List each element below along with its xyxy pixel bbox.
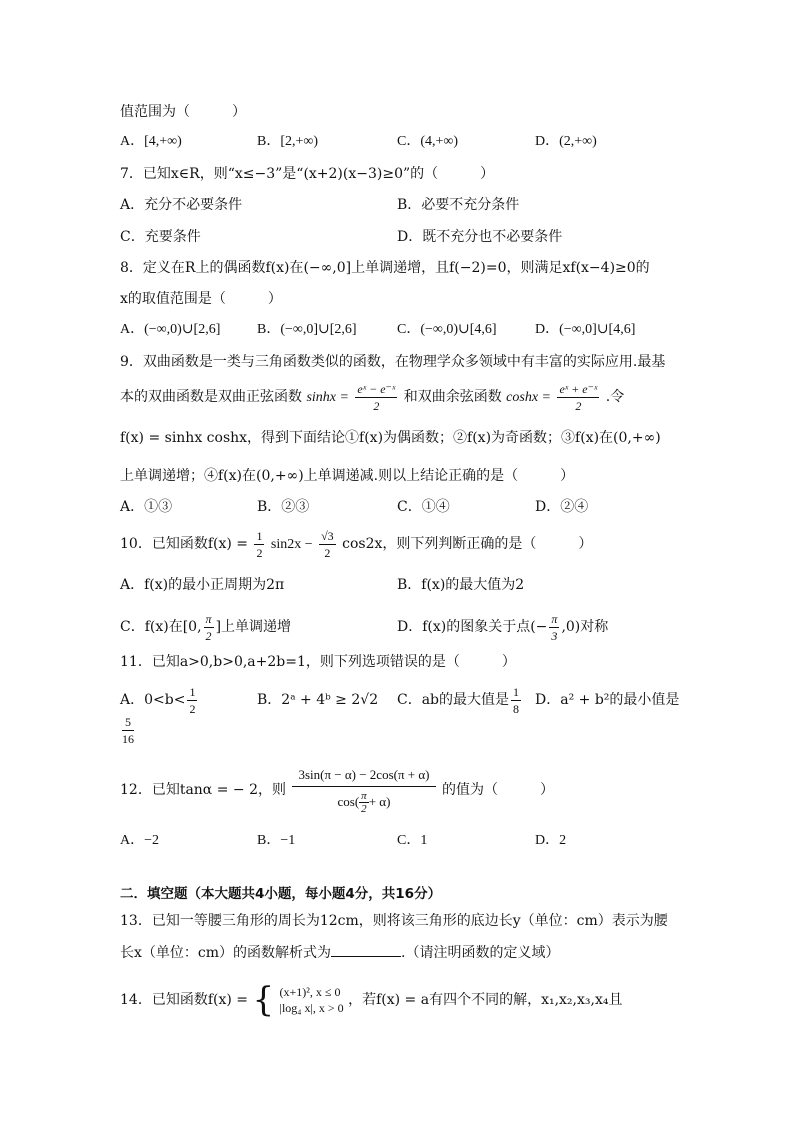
q9-stem-line3: f(x) = sinhx coshx，得到下面结论①f(x)为偶函数；②f(x)为奇函数；③f(x)在(0,+∞): [120, 430, 661, 446]
q8-option-d[interactable]: D．(−∞,0]∪[4,6]: [535, 322, 636, 337]
q10-frac-half: $\frac{1}{2}$: [256, 528, 263, 560]
q6-option-d[interactable]: D．(2,+∞): [535, 134, 597, 149]
q9-text-2: 和双曲余弦函数: [403, 389, 502, 405]
q11-option-a[interactable]: A．0<b< $\frac{1}{2}$: [120, 684, 196, 716]
q9-stem-line4: 上单调递增；④f(x)在(0,+∞)上单调递减.则以上结论正确的是（ ）: [120, 468, 575, 484]
q8-stem-line2: x的取值范围是（ ）: [120, 291, 282, 307]
q9-stem-line1: 9．双曲函数是一类与三角函数类似的函数，在物理学众多领域中有丰富的实际应用.最基: [120, 354, 666, 370]
q10-option-b[interactable]: B．f(x)的最大值为2: [397, 577, 525, 593]
q10-option-a[interactable]: A．f(x)的最小正周期为2π: [120, 577, 285, 593]
q12-big-fraction: 3sin(π − α) − 2cos(π + α) cos( $\frac{\pi}{2}$ + α): [292, 764, 435, 817]
q7-option-b[interactable]: B．必要不充分条件: [397, 197, 520, 213]
q9-text-3: .令: [605, 389, 625, 405]
q12-option-c[interactable]: C．1: [397, 833, 428, 848]
cosh-fraction: $\frac{\text{eˣ + e⁻ˣ}}{2}$: [559, 381, 598, 413]
q10-stem: 10．已知函数f(x) = $\frac{1}{2}$ sin2x − $\frac{√3}{2}$ cos2x，则下列判断正确的是（ ）: [120, 528, 593, 560]
q8-stem-line1: 8．定义在R上的偶函数f(x)在(−∞,0]上单调递增，且f(−2)=0，则满足xf(x−4)≥0的: [120, 260, 650, 276]
q11-option-d-value: $\frac{5}{16}$: [122, 715, 134, 746]
q6-option-b[interactable]: B．[2,+∞): [257, 134, 319, 149]
q10-option-c[interactable]: C．f(x)在[0, $\frac{\pi}{2}$ ]上单调递增: [120, 611, 292, 643]
q7-option-a[interactable]: A．充分不必要条件: [120, 197, 243, 213]
q9-option-a[interactable]: A．①③: [120, 499, 173, 515]
q8-option-c[interactable]: C．(−∞,0)∪[4,6]: [397, 322, 497, 337]
q6-option-a[interactable]: A．[4,+∞): [120, 134, 182, 149]
q9-text: 本的双曲函数是双曲正弦函数: [120, 389, 302, 405]
q9-stem-line2: [120, 380, 624, 415]
q6-tail: 值范围为（ ）: [120, 104, 246, 120]
q11-option-b[interactable]: B．2ᵃ + 4ᵇ ≥ 2√2: [257, 692, 379, 708]
q10-frac-root3: $\frac{√3}{2}$: [321, 528, 334, 560]
q9-option-d[interactable]: D．②④: [535, 499, 589, 515]
sinh-fraction: $\frac{\text{eˣ − e⁻ˣ}}{2}$: [357, 381, 396, 413]
q13-line2: 长x（单位：cm）的函数解析式为 .（请注明函数的定义域）: [120, 942, 559, 963]
q7-option-c[interactable]: C．充要条件: [120, 229, 201, 245]
q6-option-c[interactable]: C．(4,+∞): [397, 134, 459, 149]
q7-stem: 7．已知x∈R，则“x≤−3”是“(x+2)(x−3)≥0”的（ ）: [120, 166, 495, 182]
q10-option-d[interactable]: D．f(x)的图象关于点(− $\frac{\pi}{3}$ ,0)对称: [397, 611, 609, 643]
q11-stem: 11．已知a>0,b>0,a+2b=1，则下列选项错误的是（ ）: [120, 654, 516, 670]
q9-option-c[interactable]: C．①④: [397, 499, 450, 515]
section-fill-in-title: 二．填空题（本大题共4小题，每小题4分，共16分）: [120, 886, 442, 902]
q8-option-a[interactable]: A．(−∞,0)∪[2,6]: [120, 322, 221, 337]
piecewise-cases: (x+1)², x ≤ 0 |log₄ x|, x > 0: [279, 985, 344, 1015]
q9-option-b[interactable]: B．②③: [257, 499, 310, 515]
q11-option-d[interactable]: D．a² + b²的最小值是: [535, 692, 680, 708]
q11-option-c[interactable]: C．ab的最大值是 $\frac{1}{8}$: [397, 684, 520, 716]
piecewise-brace: {: [252, 980, 275, 1020]
cosh-label: coshx =: [506, 390, 551, 405]
q12-option-d[interactable]: D．2: [535, 833, 567, 848]
q13-answer-blank[interactable]: [331, 942, 401, 957]
q12-option-a[interactable]: A．−2: [120, 833, 160, 848]
q7-option-d[interactable]: D．既不充分也不必要条件: [397, 229, 563, 245]
q13-line1: 13．已知一等腰三角形的周长为12cm，则将该三角形的底边长y（单位：cm）表示为腰: [120, 913, 668, 929]
sinh-label: sinhx =: [306, 390, 349, 405]
q12-stem: 12．已知tanα = − 2，则 3sin(π − α) − 2cos(π + α) cos( $\frac{\pi}{2}$ + α) 的值为（ ）: [120, 760, 554, 820]
q8-option-b[interactable]: B．(−∞,0]∪[2,6]: [257, 322, 357, 337]
q12-option-b[interactable]: B．−1: [257, 833, 296, 848]
q14-stem: 14．已知函数f(x) = { (x+1)², x ≤ 0 |log₄ x|, x > 0 ，若f(x) = a有四个不同的解，x₁,x₂,x₃,x₄且: [120, 980, 623, 1020]
